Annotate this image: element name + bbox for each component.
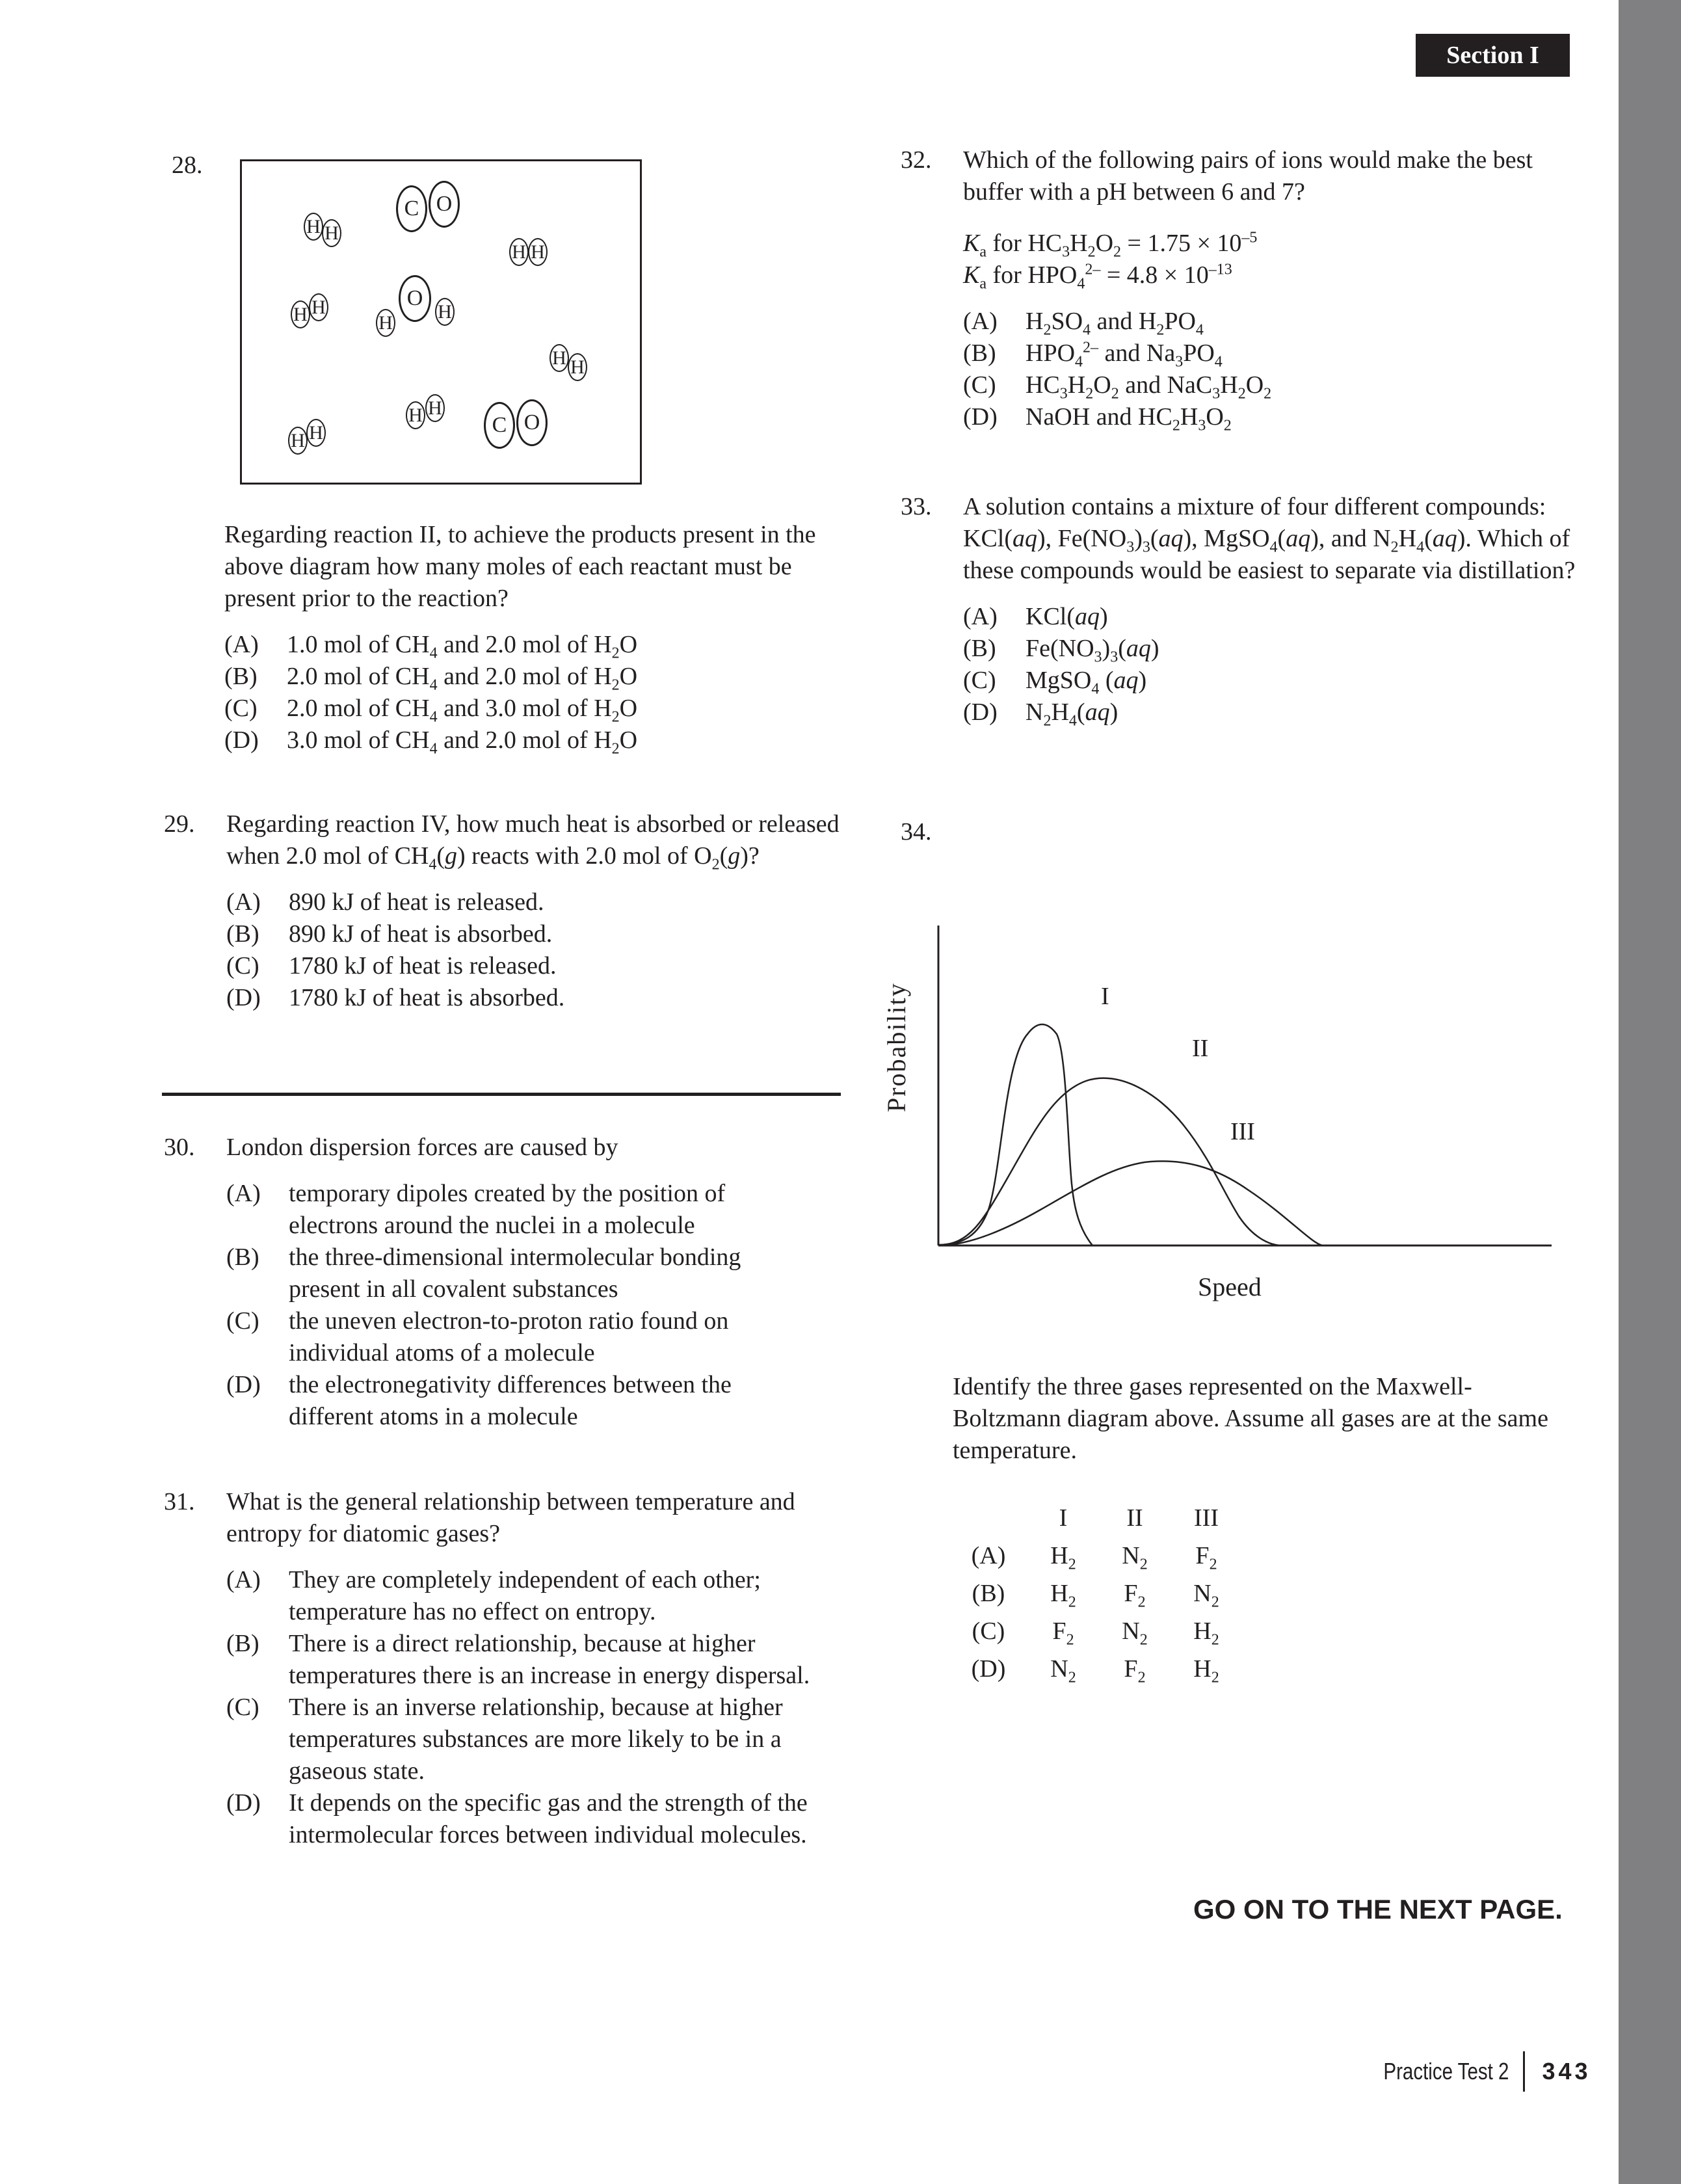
answer-option[interactable]: (D) the electronegativity differences between the different atoms in a molecule (226, 1371, 732, 1430)
answer-options (226, 1178, 756, 1433)
table-row[interactable]: (D) $N_2$ $F_2$ $H_2$ (971, 1655, 1219, 1686)
table-header-row: I II III (1059, 1504, 1219, 1532)
atom-hydrogen: H (322, 219, 341, 247)
atom-hydrogen: H (309, 293, 328, 321)
section-label (1416, 34, 1570, 77)
x-axis-label: Speed (1198, 1272, 1262, 1301)
atom-oxygen: O (429, 181, 460, 228)
question-31 (164, 1486, 843, 1851)
distribution-curves (897, 898, 1561, 1314)
answer-option[interactable]: (B) the three-dimensional intermolecular bonding present in all covalent substances (226, 1244, 741, 1303)
question-28 (162, 519, 838, 756)
answer-option[interactable]: (B) 890 kJ of heat is absorbed. (226, 920, 553, 948)
atom-hydrogen: H (528, 238, 548, 266)
answer-option[interactable]: (D) 1780 kJ of heat is absorbed. (226, 984, 565, 1011)
question-number: 28. (172, 152, 203, 179)
atom-hydrogen: H (406, 401, 425, 429)
question-33 (901, 491, 1590, 728)
table-row[interactable]: (B) $H_2$ $F_2$ $N_2$ (972, 1580, 1219, 1611)
maxwell-boltzmann-graph (882, 898, 1561, 1314)
atom-hydrogen: H (509, 238, 529, 266)
question-28-number-wrap (172, 150, 203, 181)
question-number: 29. (164, 810, 195, 838)
answer-options (224, 629, 838, 756)
page-number: 343 (1542, 2058, 1591, 2084)
question-stem: Regarding reaction IV, how much heat is absorbed or released when 2.0 mol of $CH_4(g)$ reacts with 2.0 mol of $O_2(g)$? (226, 810, 840, 873)
atom-oxygen: O (516, 399, 548, 446)
atom-hydrogen: H (306, 419, 326, 447)
table-row[interactable]: (A) $H_2$ $N_2$ $F_2$ (971, 1542, 1217, 1573)
question-stem: What is the general relationship between temperature and entropy for diatomic gases? (226, 1488, 795, 1547)
atom-hydrogen: H (291, 300, 310, 328)
answer-options (963, 306, 1590, 433)
page-footer (1356, 2051, 1591, 2092)
answer-option[interactable]: (B) There is a direct relationship, because at higher temperatures there is an increase in energy dispersal. (226, 1630, 810, 1689)
answer-options (226, 886, 840, 1014)
question-29 (164, 808, 840, 1014)
curve-label-ii: II (1192, 1035, 1209, 1062)
particle-diagram (240, 159, 642, 485)
page-edge-tab (1619, 0, 1681, 2184)
answer-option[interactable]: (D) It depends on the specific gas and the strength of the intermolecular forces between individual molecules. (226, 1789, 808, 1848)
question-34-stem (953, 1371, 1564, 1467)
answer-option[interactable]: (C) MgSO$_4$ (aq) (963, 667, 1147, 698)
book-title: Practice Test 2 (1383, 2058, 1509, 2084)
answer-option[interactable]: (A) temporary dipoles created by the position of electrons around the nuclei in a molecule (226, 1180, 726, 1239)
question-stem: London dispersion forces are caused by (226, 1134, 618, 1161)
answer-option[interactable]: (B) $Fe(NO_3)_3(aq)$ (963, 635, 1159, 666)
answer-option[interactable]: (D) NaOH and $HC_2H_3O_2$ (963, 403, 1232, 434)
y-axis-label: Probability (882, 982, 911, 1112)
column-divider (162, 1093, 841, 1096)
atom-hydrogen: H (435, 298, 455, 326)
atom-carbon: C (396, 185, 427, 232)
answer-option[interactable]: (D) $N_2H_4(aq)$ (963, 699, 1118, 730)
atom-hydrogen: H (425, 394, 445, 422)
question-number: 34. (901, 818, 932, 846)
answer-options (226, 1564, 830, 1851)
section-label-text: Section I (1446, 42, 1539, 69)
question-stem: Regarding reaction II, to achieve the products present in the above diagram how many moles of each reactant must be present prior to the reaction? (224, 521, 816, 612)
atom-hydrogen: H (304, 213, 323, 241)
answer-option[interactable]: (A) KCl(aq) (963, 603, 1108, 630)
question-number: 32. (901, 146, 932, 174)
answer-option[interactable]: (C) There is an inverse relationship, because at higher temperatures substances are more likely to be in a gaseous state. (226, 1694, 783, 1785)
answer-option[interactable]: (C) 2.0 mol of $CH_4$ and 3.0 mol of $H_2O$ (224, 695, 638, 726)
atom-carbon: C (484, 402, 515, 449)
question-stem: Identify the three gases represented on the Maxwell-Boltzmann diagram above. Assume all gases are at the same temperature. (953, 1373, 1548, 1464)
ka-values (963, 228, 1590, 291)
ka-line: $K_a$ for $HPO_4^{2-} = 4.8 \times 10^{-13}$ (963, 261, 1232, 293)
question-34-number-wrap (901, 816, 932, 848)
footer-separator (1523, 2051, 1525, 2092)
question-number: 31. (164, 1488, 195, 1515)
answer-option[interactable]: (A) 1.0 mol of $CH_4$ and 2.0 mol of $H_2O$ (224, 631, 638, 662)
question-30 (164, 1132, 814, 1433)
answer-option[interactable]: (A) 890 kJ of heat is released. (226, 888, 544, 916)
go-on-notice: GO ON TO THE NEXT PAGE. (1193, 1894, 1563, 1924)
atom-hydrogen: H (568, 353, 587, 381)
answer-option[interactable]: (A) They are completely independent of each other; temperature has no effect on entropy. (226, 1566, 761, 1625)
answer-options (963, 601, 1590, 728)
table-row[interactable]: (C) $F_2$ $N_2$ $H_2$ (972, 1618, 1219, 1649)
answer-option[interactable]: (C) $HC_3H_2O_2$ and $NaC_3H_2O_2$ (963, 371, 1272, 403)
atom-hydrogen: H (376, 309, 395, 337)
question-stem: A solution contains a mixture of four different compounds: KCl(aq), $Fe(NO_3)_3(aq)$, MgSO$_4$(aq), and $N_2H_4(aq)$. Which of these compounds would be easiest to separate via distillation? (963, 493, 1576, 584)
answer-option[interactable]: (B) $HPO_4^{2-}$ and $Na_3PO_4$ (963, 339, 1223, 371)
atom-hydrogen: H (288, 427, 308, 455)
question-32 (901, 144, 1590, 433)
answer-option[interactable]: (C) the uneven electron-to-proton ratio found on individual atoms of a molecule (226, 1307, 729, 1366)
curve-label-iii: III (1230, 1118, 1255, 1145)
answer-option[interactable]: (C) 1780 kJ of heat is released. (226, 952, 557, 979)
atom-oxygen: O (399, 275, 431, 322)
ka-line: $K_a$ for $HC_3H_2O_2 = 1.75 \times 10^{-5}$ (963, 229, 1258, 261)
question-stem: Which of the following pairs of ions would make the best buffer with a pH between 6 and 7? (963, 146, 1533, 206)
answer-option[interactable]: (D) 3.0 mol of $CH_4$ and 2.0 mol of $H_2O$ (224, 726, 638, 758)
question-number: 33. (901, 493, 932, 520)
answer-table (949, 1499, 1242, 1688)
curve-label-i: I (1101, 983, 1109, 1010)
atom-hydrogen: H (549, 344, 569, 372)
answer-option[interactable]: (B) 2.0 mol of $CH_4$ and 2.0 mol of $H_2O$ (224, 663, 638, 694)
question-number: 30. (164, 1134, 195, 1161)
answer-option[interactable]: (A) $H_2SO_4$ and $H_2PO_4$ (963, 308, 1204, 339)
